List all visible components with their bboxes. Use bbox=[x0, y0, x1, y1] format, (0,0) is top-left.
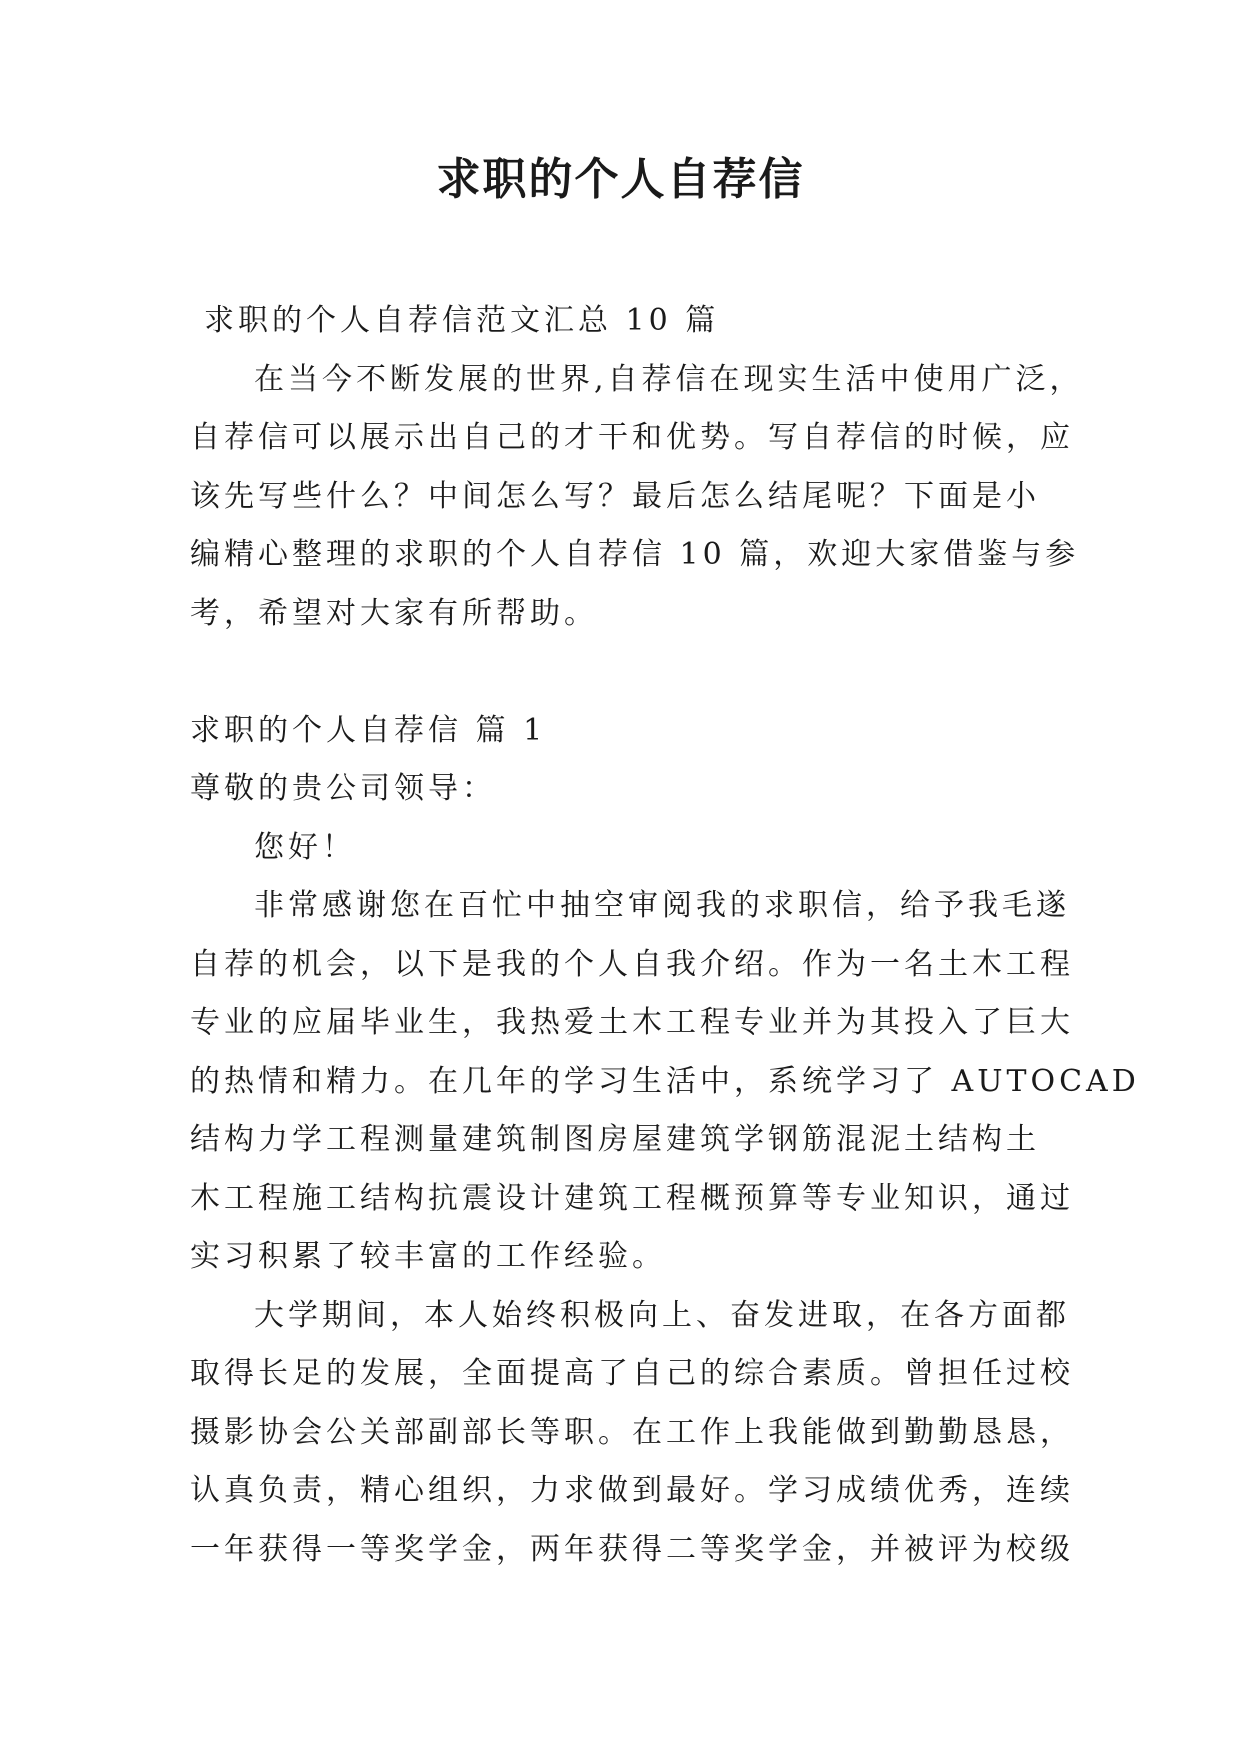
intro-line: 自荐信可以展示出自己的才干和优势。写自荐信的时候，应 bbox=[190, 420, 1074, 455]
paragraph-line: 木工程施工结构抗震设计建筑工程概预算等专业知识，通过 bbox=[190, 1180, 1074, 1216]
paragraph-line: 的热情和精力。在几年的学习生活中，系统学习了 AUTOCAD bbox=[190, 1063, 1140, 1099]
document-body bbox=[190, 292, 1140, 1579]
document-subtitle: 求职的个人自荐信范文汇总 10 篇 bbox=[204, 303, 720, 338]
paragraph-line: 一年获得一等奖学金，两年获得二等奖学金，并被评为校级 bbox=[190, 1531, 1074, 1567]
section-spacer bbox=[190, 643, 1060, 702]
paragraph-line: 结构力学工程测量建筑制图房屋建筑学钢筋混泥土结构土 bbox=[190, 1122, 1040, 1157]
paragraph-line: 大学期间，本人始终积极向上、奋发进取，在各方面都 bbox=[254, 1297, 1070, 1333]
paragraph-line: 自荐的机会，以下是我的个人自我介绍。作为一名土木工程 bbox=[190, 946, 1074, 982]
intro-line: 该先写些什么？中间怎么写？最后怎么结尾呢？下面是小 bbox=[190, 478, 1040, 514]
paragraph-line: 非常感谢您在百忙中抽空审阅我的求职信，给予我毛遂 bbox=[254, 888, 1070, 923]
section-heading: 求职的个人自荐信 篇 1 bbox=[190, 712, 547, 748]
paragraph-line: 认真负责，精心组织，力求做到最好。学习成绩优秀，连续 bbox=[190, 1473, 1074, 1508]
page-title: 求职的个人自荐信 bbox=[436, 154, 805, 205]
intro-line: 在当今不断发展的世界,自荐信在现实生活中使用广泛， bbox=[254, 361, 1084, 397]
paragraph-line: 取得长足的发展，全面提高了自己的综合素质。曾担任过校 bbox=[190, 1356, 1074, 1391]
intro-line: 编精心整理的求职的个人自荐信 10 篇，欢迎大家借鉴与参 bbox=[190, 537, 1080, 572]
paragraph-line: 摄影协会公关部副部长等职。在工作上我能做到勤勤恳恳， bbox=[190, 1414, 1074, 1450]
letter-salutation: 尊敬的贵公司领导： bbox=[190, 771, 496, 806]
letter-greeting: 您好！ bbox=[254, 829, 356, 865]
paragraph-line: 实习积累了较丰富的工作经验。 bbox=[190, 1239, 666, 1274]
paragraph-line: 专业的应届毕业生，我热爱土木工程专业并为其投入了巨大 bbox=[190, 1005, 1074, 1040]
intro-line: 考，希望对大家有所帮助。 bbox=[190, 595, 598, 631]
